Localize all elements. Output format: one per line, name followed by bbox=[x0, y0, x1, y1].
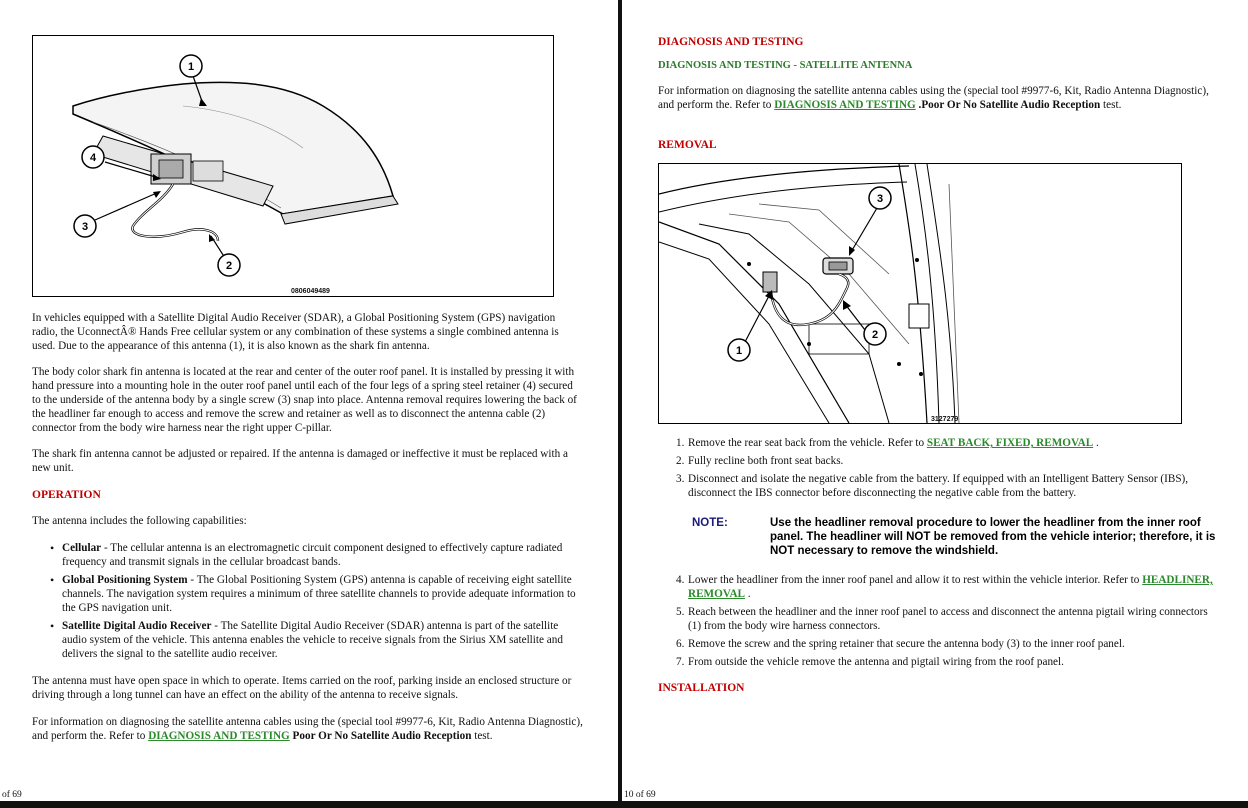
installation-heading: INSTALLATION bbox=[658, 682, 745, 694]
diagnosis-paragraph-right: For information on diagnosing the satellite antenna cables using the (special tool #9977-6, Kit, Radio Antenna Diagnostic), and perform the. Refer to DIAGNOSIS AND TESTING .Poor Or No Satellite Audio Reception test. bbox=[658, 85, 1209, 111]
callout-3 bbox=[869, 187, 891, 209]
headliner-link[interactable]: HEADLINER, REMOVAL bbox=[688, 574, 1213, 600]
svg-text:2: 2 bbox=[225, 260, 233, 272]
left-page bbox=[0, 0, 618, 800]
note-label: NOTE: bbox=[692, 517, 728, 529]
diagnosis-heading: DIAGNOSIS AND TESTING bbox=[658, 36, 804, 48]
location-paragraph: The body color shark fin antenna is located at the rear and center of the outer roof panel. It is installed by pressing it with hand pressure into a mounting hole in the outer roof panel until each of the four legs of a spring steel retainer (4) secured to the underside of the antenna body by a single screw (3) snap into place. Antenna removal requires lowering the back of the headliner far enough to access and remove the screw and retainer as well as to disconnect the antenna cable (2) connector from the body wire harness near the right upper C-pillar. bbox=[32, 366, 577, 434]
figure-id: 0806049489 bbox=[291, 288, 330, 295]
repair-paragraph: The shark fin antenna cannot be adjusted or repaired. If the antenna is damaged or ineffective it must be replaced with a new unit. bbox=[32, 448, 568, 474]
list-item: • Cellular - The cellular antenna is an electromagnetic circuit component designed to effectively capture radiated frequency and transmit signals in the cellular broadcast bands. bbox=[32, 541, 584, 569]
list-item: 3. Disconnect and isolate the negative cable from the battery. If equipped with an Intelligent Battery Sensor (IBS), disconnect the IBS connector before disconnecting the negative cable from the battery. bbox=[676, 473, 1189, 499]
list-item: 1. Remove the rear seat back from the vehicle. Refer to SEAT BACK, FIXED, REMOVAL . bbox=[676, 437, 1099, 449]
svg-text:1: 1 bbox=[735, 345, 743, 357]
callout-4 bbox=[82, 146, 104, 168]
diagnosis-link-right[interactable]: DIAGNOSIS AND TESTING bbox=[774, 99, 916, 111]
operation-heading: OPERATION bbox=[32, 489, 101, 501]
page-number-left: of 69 bbox=[2, 790, 22, 800]
diagnosis-link[interactable]: DIAGNOSIS AND TESTING bbox=[148, 730, 290, 742]
open-space-paragraph: The antenna must have open space in which to operate. Items carried on the roof, parking inside an enclosed structure or driving through a long tunnel can have an effect on the ability of the antenna to receive signals. bbox=[32, 675, 572, 701]
svg-text:4: 4 bbox=[89, 152, 97, 164]
removal-heading: REMOVAL bbox=[658, 139, 717, 151]
callout-1 bbox=[728, 339, 750, 361]
callout-2 bbox=[218, 254, 240, 276]
right-page bbox=[622, 0, 1248, 800]
list-item: 6. Remove the screw and the spring retainer that secure the antenna body (3) to the inner roof panel. bbox=[676, 638, 1125, 650]
page-number-right: 10 of 69 bbox=[624, 790, 656, 800]
removal-steps bbox=[658, 436, 1214, 504]
callout-3 bbox=[74, 215, 96, 237]
removal-steps-continued bbox=[658, 573, 1214, 673]
list-item: 7. From outside the vehicle remove the antenna and pigtail wiring from the roof panel. bbox=[676, 656, 1064, 668]
shark-fin-antenna-illustration bbox=[33, 36, 553, 296]
list-item: 4. Lower the headliner from the inner roof panel and allow it to rest within the vehicle interior. Refer to HEADLINER, REMOVAL . bbox=[676, 574, 1213, 600]
svg-text:3: 3 bbox=[876, 193, 884, 205]
seat-back-link[interactable]: SEAT BACK, FIXED, REMOVAL bbox=[926, 437, 1094, 449]
svg-text:2: 2 bbox=[871, 329, 879, 341]
list-item: • Satellite Digital Audio Receiver - The Satellite Digital Audio Receiver (SDAR) antenna is part of the satellite audio system of the vehicle. This antenna enables the vehicle to receive signals from the Sirius XM satellite and delivers the signal to the satellite audio receiver. bbox=[32, 619, 584, 661]
diagnosis-subheading: DIAGNOSIS AND TESTING - SATELLITE ANTENNA bbox=[658, 60, 913, 71]
diagnosis-paragraph: For information on diagnosing the satellite antenna cables using the (special tool #9977-6, Kit, Radio Antenna Diagnostic), and perform the. Refer to DIAGNOSIS AND TESTING Poor Or No Satellite Audio Reception test. bbox=[32, 716, 583, 742]
list-item: 5. Reach between the headliner and the inner roof panel to access and disconnect the antenna pigtail wiring connectors (1) from the body wire harness connectors. bbox=[676, 606, 1208, 632]
svg-text:1: 1 bbox=[187, 61, 195, 73]
bottom-border bbox=[0, 801, 1248, 808]
note-text: Use the headliner removal procedure to lower the headliner from the inner roof panel. The headliner will NOT be removed from the vehicle interior; therefore, it is NOT necessary to remove the windshield. bbox=[770, 517, 1216, 557]
list-item: • Global Positioning System - The Global Positioning System (GPS) antenna is capable of receiving eight satellite channels. The navigation system requires a minimum of three satellite channels to provide adequate information to the GPS navigation unit. bbox=[32, 573, 584, 615]
capabilities-list bbox=[32, 541, 584, 665]
svg-text:3: 3 bbox=[81, 221, 89, 233]
roof-panel-illustration bbox=[659, 164, 1181, 423]
callout-2 bbox=[864, 323, 886, 345]
figure-id: 3127279 bbox=[931, 416, 959, 423]
callout-1 bbox=[180, 55, 202, 77]
list-item: 2. Fully recline both front seat backs. bbox=[676, 455, 844, 467]
shark-fin-antenna-figure bbox=[32, 35, 554, 297]
roof-panel-figure bbox=[658, 163, 1182, 424]
capabilities-intro: The antenna includes the following capabilities: bbox=[32, 515, 247, 527]
intro-paragraph: In vehicles equipped with a Satellite Digital Audio Receiver (SDAR), a Global Positioning System (GPS) navigation radio, the UconnectÂ® Hands Free cellular system or any combination of these systems a single combined antenna is used. Due to the appearance of this antenna (1), it is also known as the shark fin antenna. bbox=[32, 312, 559, 352]
